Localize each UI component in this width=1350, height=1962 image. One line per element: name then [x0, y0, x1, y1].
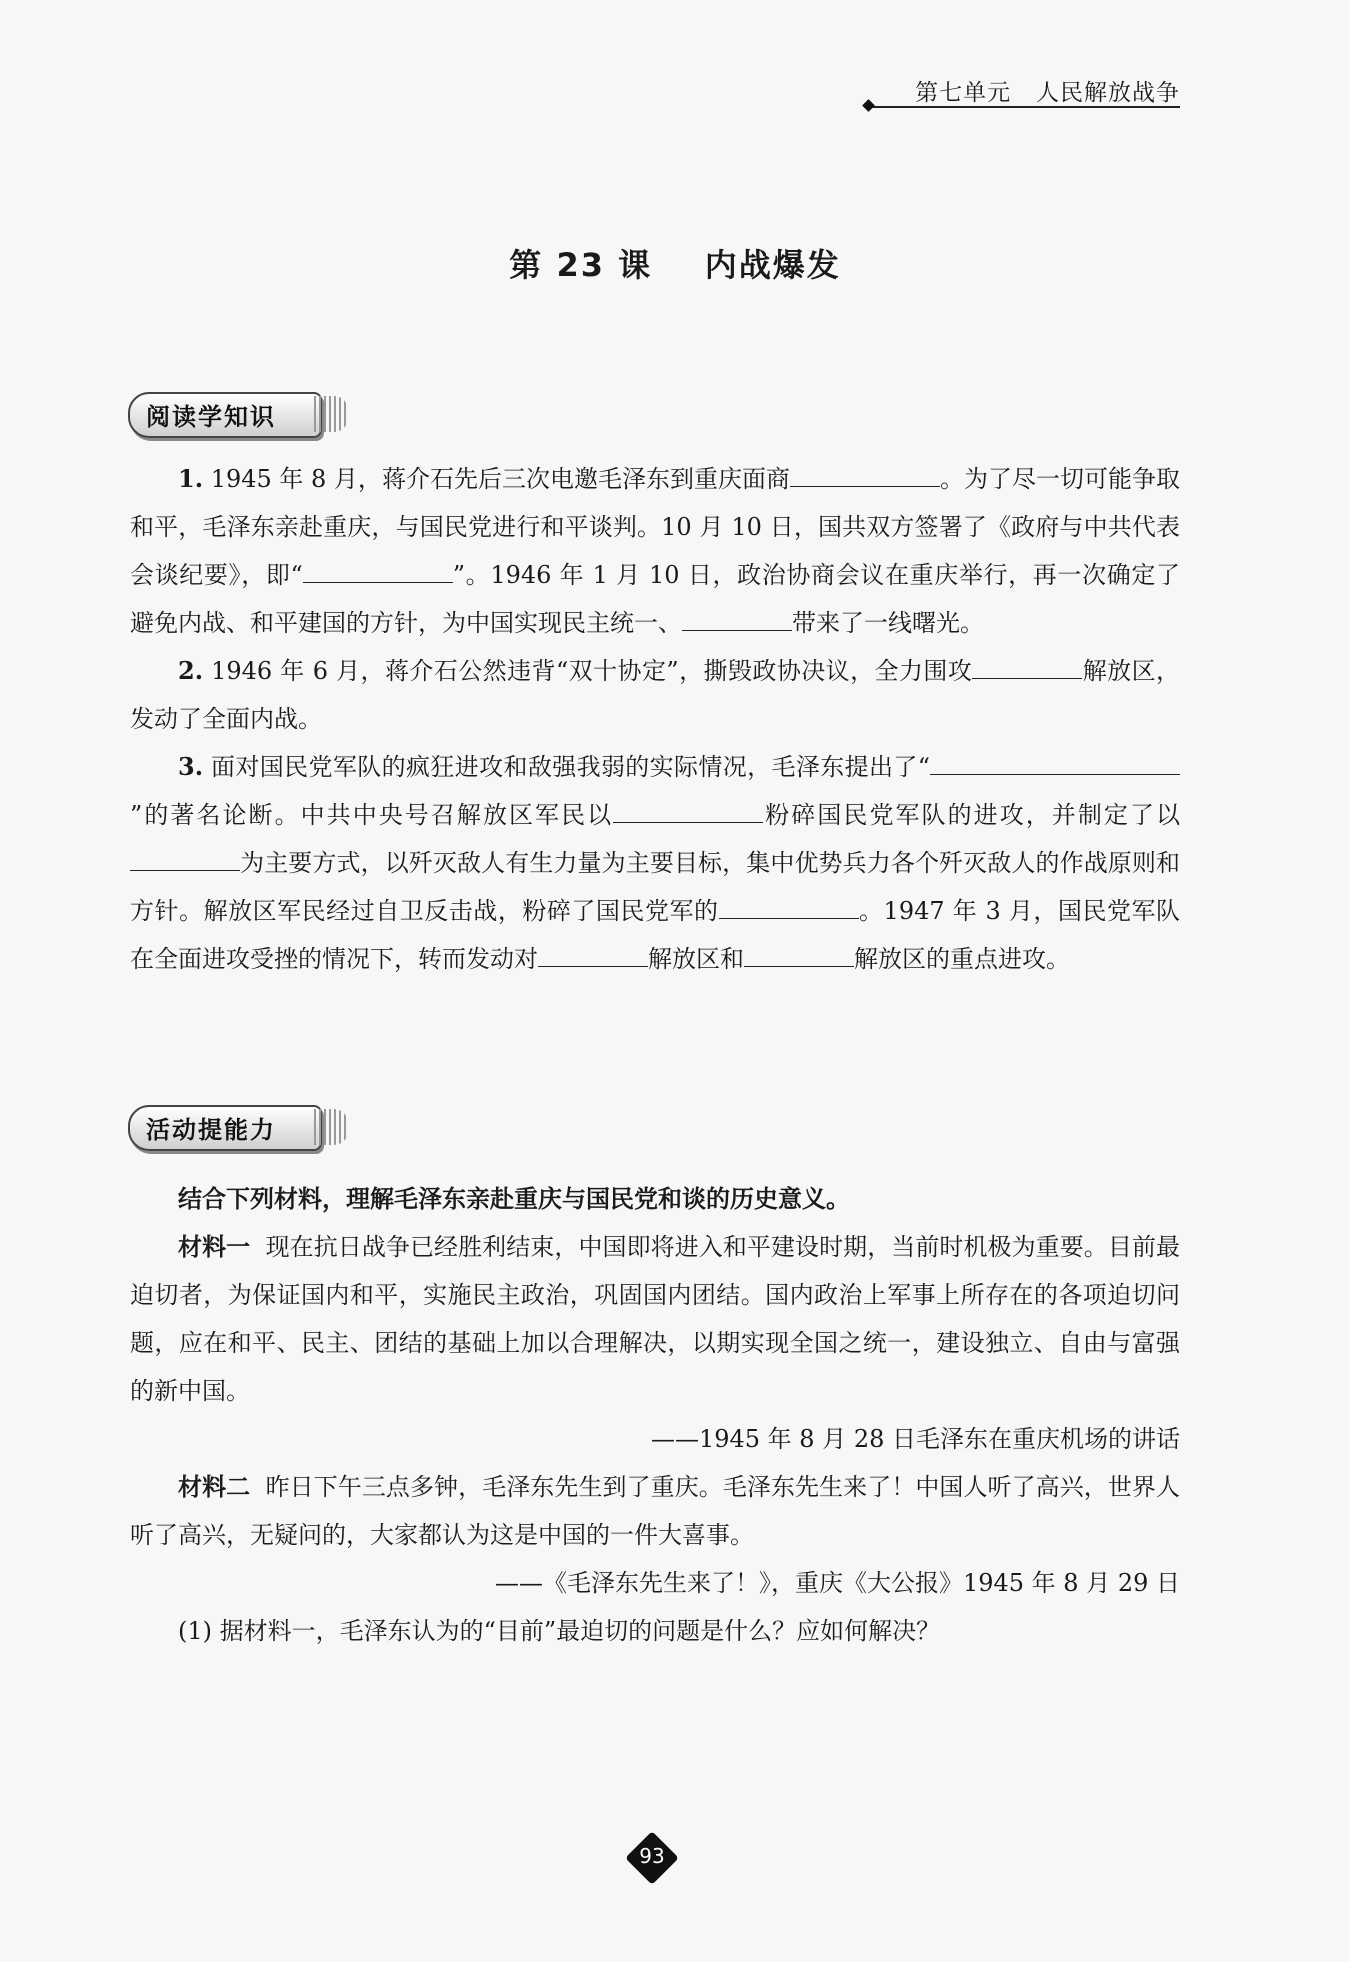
- fill-blank[interactable]: [719, 892, 859, 919]
- fill-blank[interactable]: [303, 556, 453, 583]
- item-text: 1945 年 8 月，蒋介石先后三次电邀毛泽东到重庆面商: [203, 465, 790, 493]
- fill-blank[interactable]: [130, 844, 240, 871]
- fill-blank[interactable]: [613, 796, 763, 823]
- material-text: 昨日下午三点多钟，毛泽东先生到了重庆。毛泽东先生来了！中国人听了高兴，世界人听了高兴，无疑问的，大家都认为这是中国的一件大喜事。: [130, 1473, 1180, 1549]
- fill-blank[interactable]: [682, 604, 792, 631]
- material-source: ——1945 年 8 月 28 日毛泽东在重庆机场的讲话: [650, 1425, 1180, 1453]
- running-header: [870, 74, 1180, 107]
- material-label: 材料一: [178, 1233, 251, 1261]
- item-text: 粉碎国民党军队的进攻，并制定了以: [763, 801, 1180, 829]
- page-number-text: 93: [639, 1844, 665, 1868]
- unit-title: 人民解放战争: [1036, 80, 1180, 106]
- item-text: 1946 年 6 月，蒋介石公然违背“双十协定”，撕毁政协决议，全力围攻: [203, 657, 973, 685]
- lesson-title: [0, 240, 1350, 286]
- material-label: 材料二: [178, 1473, 251, 1501]
- material-text: 现在抗日战争已经胜利结束，中国即将进入和平建设时期，当前时机极为重要。目前最迫切者，为保证国内和平，实施民主政治，巩固国内团结。国内政治上军事上所存在的各项迫切问题，应在和平、民主、团结的基础上加以合理解决，以期实现全国之统一，建设独立、自由与富强的新中国。: [130, 1233, 1180, 1405]
- reading-section: [130, 455, 1180, 983]
- item-text: ”。1946 年 1 月 10 日，政治协商会议在重庆举行，再一次确定了避免内战、和平建国的方针，为中国实现民主统一、: [130, 561, 1180, 637]
- item-number: 2.: [178, 656, 204, 685]
- unit-number: 第七单元: [915, 80, 1012, 106]
- material-2: [130, 1463, 1180, 1559]
- reading-item-3: [130, 743, 1180, 983]
- item-number: 3.: [178, 752, 204, 781]
- item-text: 。1947 年 3 月，国民党军队在全面进攻受挫的情况下，转而发动对: [130, 897, 1181, 973]
- material-source: ——《毛泽东先生来了！》，重庆《大公报》1945 年 8 月 29 日: [494, 1569, 1180, 1597]
- item-text: 带来了一线曙光。: [792, 609, 984, 637]
- fill-blank[interactable]: [744, 940, 854, 967]
- fill-blank[interactable]: [972, 652, 1082, 679]
- item-text: ”的著名论断。中共中央号召解放区军民以: [130, 801, 614, 829]
- lesson-number: 第 23 课: [509, 246, 653, 284]
- badge-stripes: [314, 396, 348, 432]
- question-1: (1) 据材料一，毛泽东认为的“目前”最迫切的问题是什么？应如何解决？: [178, 1617, 941, 1645]
- item-text: 为主要方式，以歼灭敌人有生力量为主要目标，集中优势兵力各个歼灭敌人的作战原则和方针。解放区军民经过自卫反击战，粉碎了国民党军的: [130, 849, 1180, 925]
- reading-item-1: [130, 455, 1180, 647]
- fill-blank[interactable]: [790, 460, 940, 487]
- activity-section: [130, 1175, 1180, 1655]
- badge-label: 阅读学知识: [146, 403, 276, 431]
- badge-stripes: [314, 1109, 348, 1145]
- page-number: [626, 1832, 678, 1884]
- section-badge-reading: [128, 392, 346, 438]
- fill-blank[interactable]: [930, 748, 1040, 775]
- header-rule: [870, 106, 1180, 108]
- item-number: 1.: [178, 464, 204, 493]
- item-text: 解放区的重点进攻。: [854, 945, 1070, 973]
- section-badge-activity: [128, 1105, 346, 1151]
- activity-task: 结合下列材料，理解毛泽东亲赴重庆与国民党和谈的历史意义。: [178, 1185, 850, 1213]
- reading-item-2: [130, 647, 1180, 743]
- item-text: 解放区和: [648, 945, 744, 973]
- lesson-name: 内战爆发: [704, 246, 841, 284]
- badge-label: 活动提能力: [146, 1116, 276, 1144]
- fill-blank[interactable]: [538, 940, 648, 967]
- fill-blank[interactable]: [1040, 748, 1180, 775]
- material-1: [130, 1223, 1180, 1415]
- item-text: 解放区，发动了全面内战。: [130, 657, 1181, 733]
- item-text: 。为了尽一切可能争取和平，毛泽东亲赴重庆，与国民党进行和平谈判。10 月 10 日，国共双方签署了《政府与中共代表会谈纪要》，即“: [130, 465, 1180, 589]
- item-text: 面对国民党军队的疯狂进攻和敌强我弱的实际情况，毛泽东提出了“: [203, 753, 930, 781]
